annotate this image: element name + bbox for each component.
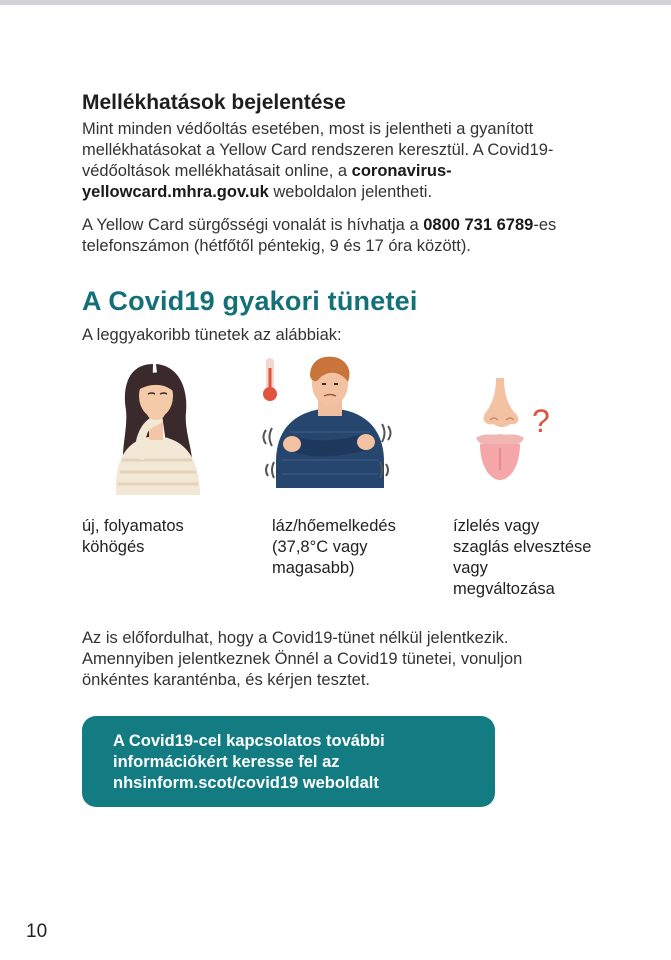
top-border (0, 0, 671, 5)
reporting-section (82, 91, 622, 257)
nhs-inform-callout (82, 716, 495, 807)
question-mark: ? (532, 403, 550, 439)
symptom-cough-label: új, folyamatos köhögés (82, 517, 184, 556)
page-number: 10 (26, 921, 48, 942)
symptoms-note-section (82, 628, 572, 691)
callout-text[interactable]: A Covid19-cel kapcsolatos további információkért keresse fel az nhsinform.scot/covid19 weboldalt (113, 732, 385, 792)
symptom-taste-smell-label: ízlelés vagy szaglás elvesztése vagy megváltozása (453, 517, 592, 598)
reporting-paragraph: Mint minden védőoltás esetében, most is jelentheti a gyanított mellékhatásokat a Yellow Card rendszeren keresztül. A Covid19-védőoltások mellékhatásait online, a coronavirus-yellowcard.mhra.gov.uk weboldalon jelentheti. (82, 120, 554, 201)
yellowcard-link[interactable]: coronavirus-yellowcard.mhra.gov.uk (82, 162, 452, 201)
symptoms-section (82, 286, 622, 346)
symptoms-intro: A leggyakoribb tünetek az alábbiak: (82, 326, 342, 344)
shivering-man-thermometer-icon (260, 352, 400, 492)
hotline-paragraph: A Yellow Card sürgősségi vonalát is hívhatja a 0800 731 6789-es telefonszámon (hétfőtől péntekig, 9 és 17 óra között). (82, 216, 557, 255)
reporting-heading: Mellékhatások bejelentése (82, 91, 346, 114)
nose-tongue-question-icon (470, 374, 560, 484)
symptoms-note: Az is előfordulhat, hogy a Covid19-tünet nélkül jelentkezik. Amennyiben jelentkeznek Önnél a Covid19 tünetei, vonuljon önkéntes karanténba, és kérjen tesztet. (82, 629, 523, 689)
symptom-fever-label: láz/hőemelkedés (37,8°C vagy magasabb) (272, 517, 396, 577)
symptoms-title: A Covid19 gyakori tünetei (82, 286, 418, 316)
coughing-woman-icon (108, 360, 203, 495)
hotline-phone: 0800 731 6789 (423, 216, 534, 234)
